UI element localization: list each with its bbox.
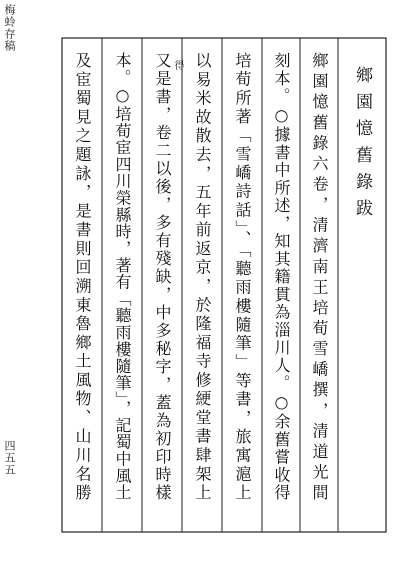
page-number: 四五五 [3, 440, 16, 476]
grid-border [62, 38, 386, 532]
manuscript-column-4: 以易米故散去，五年前返京，於隆福寺修綆堂書肆架上 [193, 52, 212, 500]
book-title: 梅蛉存稿 [3, 4, 16, 52]
manuscript-column-7: 及宦蜀見之題詠，是書則回溯東魯鄉土風物、山川名勝 [73, 52, 92, 500]
insertion-annotation: 得 [172, 60, 183, 70]
manuscript-column-1: 鄉園憶舊錄六卷，清濟南王培荀雪嶠撰，清道光間 [310, 52, 329, 500]
manuscript-column-3: 培荀所著「雪嶠詩話」、「聽雨樓隨筆」等書，旅寓滬上 [233, 52, 252, 500]
manuscript-column-5: 又是書，卷二以後，多有殘缺，中多秘字，蓋為初印時樣 [153, 52, 172, 500]
manuscript-column-6: 本。○培荀宦四川榮縣時，著有「聽雨樓隨筆」，記蜀中風土 [113, 52, 132, 500]
essay-title: 鄉園憶舊錄跋 [352, 66, 372, 216]
manuscript-column-2: 刻本。○據書中所述，知其籍貫為淄川人。○余舊嘗收得 [272, 52, 291, 500]
